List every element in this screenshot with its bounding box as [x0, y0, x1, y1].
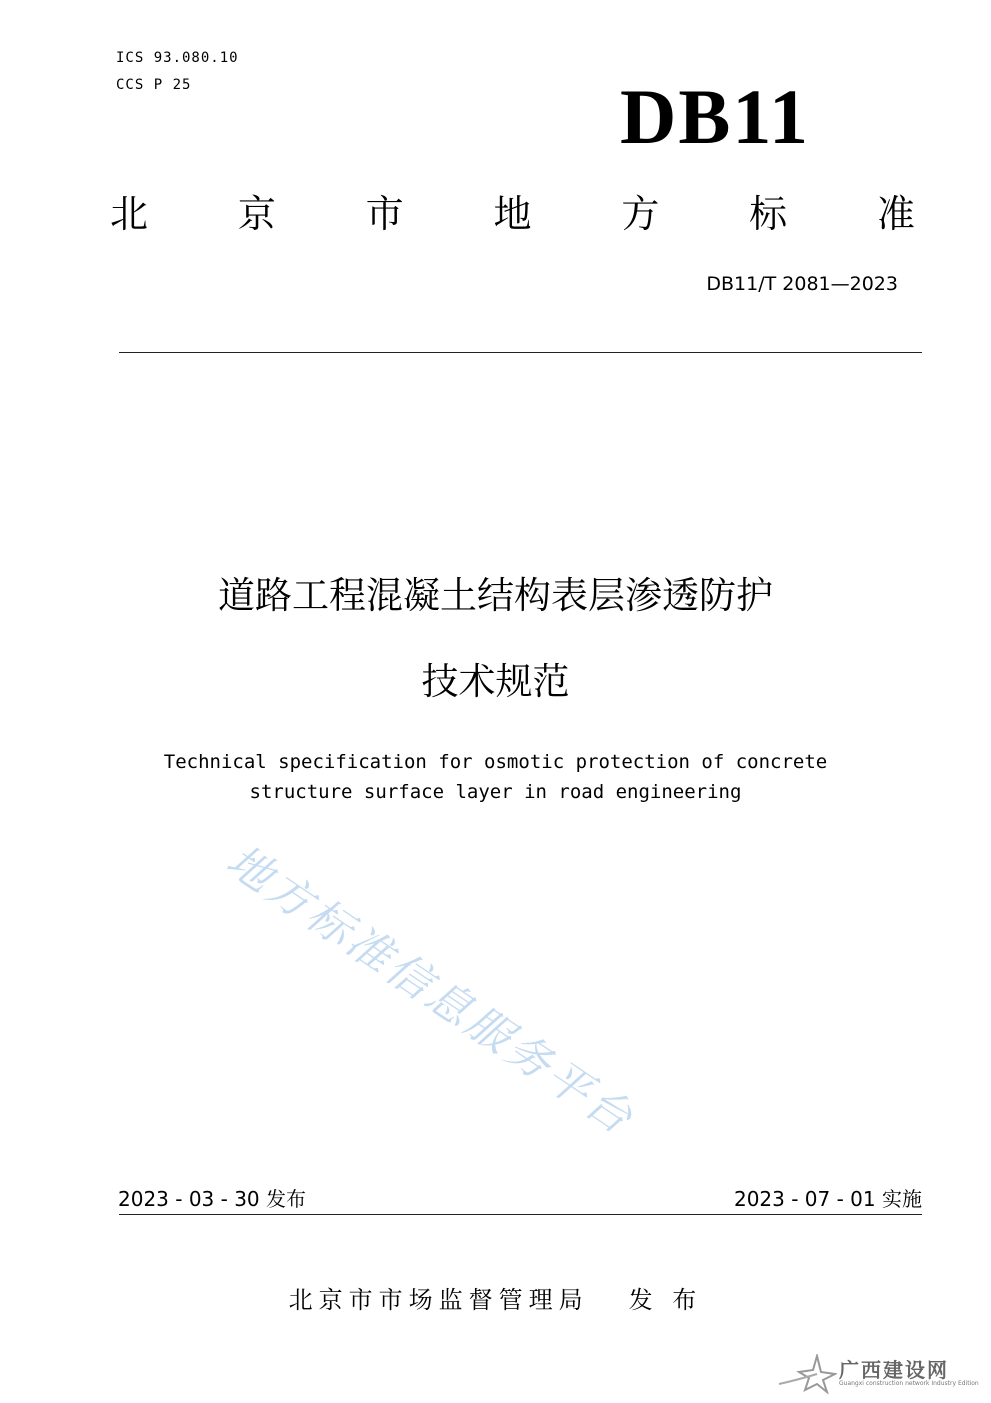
star-logo-icon — [777, 1354, 837, 1394]
publisher-action: 发 布 — [628, 1286, 703, 1314]
ics-code: ICS 93.080.10 — [116, 50, 239, 66]
logo-subtitle: Guangxi construction network Industry Edition — [839, 1380, 979, 1387]
publisher-line — [0, 1280, 991, 1315]
watermark: 地方标准信息服务平台 — [217, 835, 644, 1146]
title-chinese-line-1: 道路工程混凝土结构表层渗透防护 — [218, 574, 773, 617]
title-chinese — [0, 568, 991, 740]
standard-type-char: 标 — [749, 192, 788, 236]
standard-type-char: 京 — [237, 192, 276, 236]
standard-type-char: 市 — [365, 192, 404, 236]
title-english — [0, 747, 991, 807]
ccs-code: CCS P 25 — [116, 77, 192, 93]
standard-type-char: 准 — [876, 192, 915, 236]
issue-date: 2023 - 03 - 30 发布 — [118, 1187, 307, 1211]
standard-type-char: 北 — [110, 192, 149, 236]
standard-type-char: 地 — [493, 192, 532, 236]
standard-type — [110, 192, 915, 236]
implementation-date: 2023 - 07 - 01 实施 — [733, 1187, 922, 1211]
logo-name: 广西建设网 — [839, 1360, 949, 1382]
title-english-line-2: structure surface layer in road engineering — [249, 781, 742, 803]
db-code: DB11 — [620, 73, 811, 160]
standard-type-char: 方 — [621, 192, 660, 236]
top-divider — [119, 352, 922, 353]
bottom-divider — [119, 1214, 922, 1215]
standard-number: DB11/T 2081—2023 — [706, 273, 898, 295]
title-chinese-line-2: 技术规范 — [421, 660, 570, 703]
site-logo — [777, 1354, 977, 1394]
publisher-org: 北京市市场监督管理局 — [288, 1286, 589, 1314]
title-english-line-1: Technical specification for osmotic protection of concrete — [163, 751, 828, 773]
